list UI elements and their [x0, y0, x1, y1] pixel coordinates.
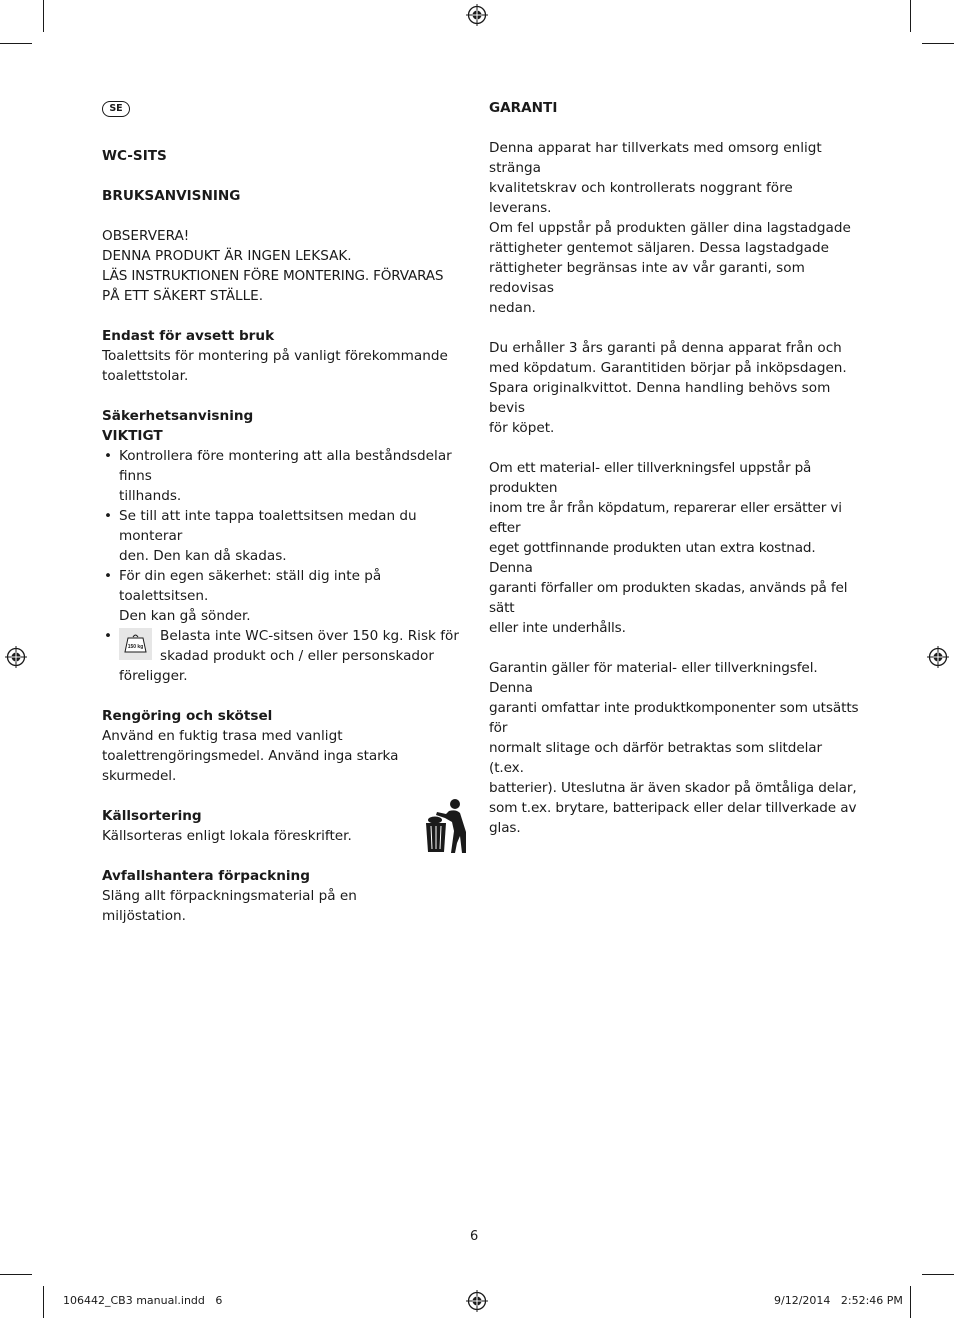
- cleaning-text: toalettrengöringsmedel. Använd inga starka skurmedel.: [102, 748, 399, 784]
- crop-mark: [0, 1274, 32, 1275]
- crop-mark: [922, 43, 954, 44]
- warning-line: OBSERVERA!: [102, 228, 190, 244]
- warning-line: LÄS INSTRUKTIONEN FÖRE MONTERING. FÖRVARAS: [102, 268, 444, 284]
- list-item: • För din egen säkerhet: ställ dig inte på toalettsitsen. Den kan gå sönder.: [102, 566, 472, 626]
- safety-list: [102, 446, 472, 686]
- warranty-heading: GARANTI: [489, 100, 558, 116]
- manual-title: BRUKSANVISNING: [102, 188, 241, 204]
- weight-limit-icon: [119, 628, 152, 660]
- packaging-text: miljöstation.: [102, 908, 186, 924]
- warranty-paragraph: Om ett material- eller tillverkningsfel uppstår på produkten inom tre år från köpdatum, reparerar eller ersätter vi efter eget gottfinnande produkten utan extra kostnad. Denna garanti förfaller om produkten skadas, används på fel sätt eller inte underhålls.: [489, 460, 848, 636]
- safety-heading: Säkerhetsanvisning: [102, 408, 254, 424]
- crop-mark: [43, 1286, 44, 1318]
- weight-icon-label: • 150 kg: [127, 644, 144, 650]
- warranty-paragraph: Denna apparat har tillverkats med omsorg enligt stränga kvalitetskrav och kontrollerats noggrant före leverans. Om fel uppstår på produkten gäller dina lagstadgade rättigheter gentemot säljaren. Dessa lagstadgade rättigheter begränsas inte av vår garanti, som redovisas nedan.: [489, 140, 851, 316]
- warning-line: PÅ ETT SÄKERT STÄLLE.: [102, 288, 264, 304]
- footer-timestamp: 9/12/2014 2:52:46 PM: [774, 1294, 903, 1307]
- list-item: • Se till att inte tappa toalettsitsen medan du monterar den. Den kan då skadas.: [102, 506, 472, 566]
- crop-mark: [910, 1286, 911, 1318]
- list-item: • 150 kg Belasta inte WC-sitsen över 150 kg. Risk för skadad produkt och / eller personskador föreligger.: [102, 626, 472, 686]
- product-title: WC-SITS: [102, 148, 167, 164]
- footer-file-name: 106442_CB3 manual.indd 6: [63, 1294, 223, 1307]
- registration-mark-icon: [466, 4, 488, 26]
- warning-line: DENNA PRODUKT ÄR INGEN LEKSAK.: [102, 248, 352, 264]
- warranty-paragraph: Du erhåller 3 års garanti på denna apparat från och med köpdatum. Garantitiden börjar på inköpsdagen. Spara originalkvittot. Denna handling behövs som bevis för köpet.: [489, 340, 847, 436]
- crop-mark: [0, 43, 32, 44]
- packaging-text: Släng allt förpackningsmaterial på en: [102, 888, 357, 904]
- page-number: 6: [470, 1229, 479, 1244]
- left-column: [102, 146, 472, 926]
- cleaning-text: Använd en fuktig trasa med vanligt: [102, 728, 343, 744]
- sorting-text: Källsorteras enligt lokala föreskrifter.: [102, 828, 352, 844]
- packaging-heading: Avfallshantera förpackning: [102, 868, 310, 884]
- registration-mark-icon: [466, 1290, 488, 1312]
- warranty-paragraph: Garantin gäller för material- eller tillverkningsfel. Denna garanti omfattar inte produktkomponenter som utsätts för normalt slitage och därför betraktas som slitdelar (t.ex. batterier). Uteslutna är även skador på ömtåliga delar, som t.ex. brytare, batteripack eller delar tillverkade av glas.: [489, 660, 859, 836]
- sorting-heading: Källsortering: [102, 808, 202, 824]
- crop-mark: [922, 1274, 954, 1275]
- registration-mark-icon: [927, 646, 949, 668]
- cleaning-heading: Rengöring och skötsel: [102, 708, 273, 724]
- list-item: • Kontrollera före montering att alla beståndsdelar finns tillhands.: [102, 446, 472, 506]
- crop-mark: [43, 0, 44, 32]
- right-column: [489, 98, 859, 838]
- language-badge: SE: [102, 101, 130, 117]
- warning-block: [102, 226, 472, 306]
- waste-bin-icon: [422, 798, 468, 854]
- safety-subheading: VIKTIGT: [102, 428, 163, 444]
- crop-mark: [910, 0, 911, 32]
- registration-mark-icon: [5, 646, 27, 668]
- intended-use-heading: Endast för avsett bruk: [102, 328, 275, 344]
- intended-use-text: toalettstolar.: [102, 368, 189, 384]
- intended-use-text: Toalettsits för montering på vanligt förekommande: [102, 348, 448, 364]
